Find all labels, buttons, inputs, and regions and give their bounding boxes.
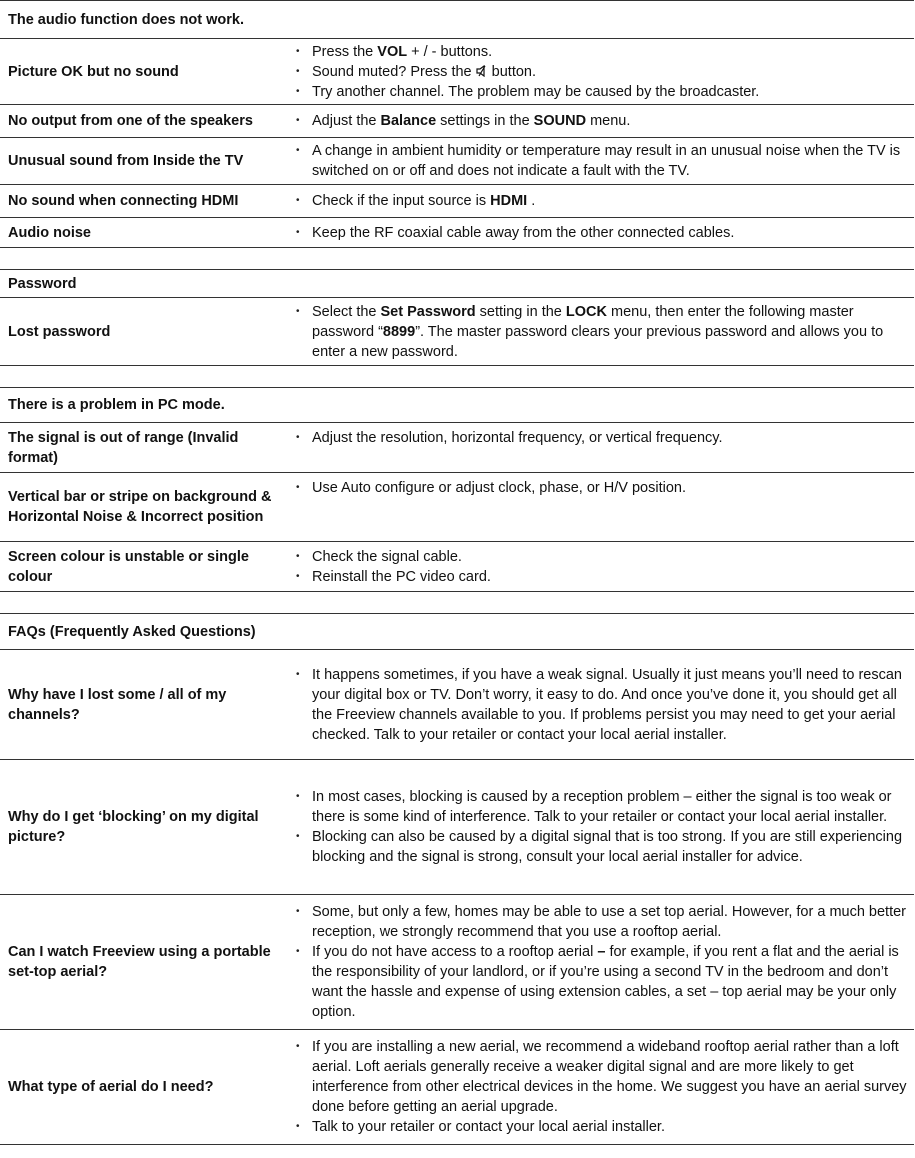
section-gap bbox=[0, 248, 914, 269]
solution-cell bbox=[290, 138, 914, 184]
solution-cell bbox=[290, 218, 914, 247]
section-gap bbox=[0, 366, 914, 387]
section-title: There is a problem in PC mode. bbox=[0, 388, 914, 423]
section-title: FAQs (Frequently Asked Questions) bbox=[0, 614, 914, 650]
pc-mode-section bbox=[0, 387, 914, 592]
solution-item: • Sound muted? Press the button. bbox=[290, 62, 914, 82]
solution-cell bbox=[290, 1030, 914, 1144]
solution-item: • Check if the input source is HDMI . bbox=[290, 191, 914, 211]
solution-item: • Blocking can also be caused by a digital signal that is too strong. If you are still experiencing blocking and the signal is strong, consult your local aerial installer for advice. bbox=[290, 827, 914, 867]
table-row bbox=[0, 1030, 914, 1144]
table-row bbox=[0, 185, 914, 218]
solution-item: • If you do not have access to a rooftop aerial – for example, if you rent a flat and the aerial is the responsibility of your landlord, or if you’re using a second TV in the bedroom and don’t want the hassle and expense of using extension cables, a set – top aerial may be your only option. bbox=[290, 942, 914, 1022]
problem-label: Vertical bar or stripe on background & Horizontal Noise & Incorrect position bbox=[8, 489, 272, 525]
solution-item: • Use Auto configure or adjust clock, phase, or H/V position. bbox=[290, 478, 914, 498]
problem-label: Why have I lost some / all of my channels? bbox=[8, 686, 227, 723]
problem-label: Picture OK but no sound bbox=[8, 63, 179, 80]
problem-label: Screen colour is unstable or single colour bbox=[8, 548, 249, 585]
solution-cell bbox=[290, 105, 914, 137]
solution-cell bbox=[290, 650, 914, 759]
solution-item: • A change in ambient humidity or temperature may result in an unusual noise when the TV is switched on or off and does not indicate a fault with the TV. bbox=[290, 141, 914, 181]
audio-section bbox=[0, 0, 914, 248]
table-row bbox=[0, 39, 914, 105]
solution-cell bbox=[290, 39, 914, 104]
problem-label: No sound when connecting HDMI bbox=[8, 193, 239, 209]
table-row bbox=[0, 760, 914, 895]
mute-icon bbox=[476, 65, 488, 77]
section-title: The audio function does not work. bbox=[0, 1, 914, 39]
table-row bbox=[0, 218, 914, 247]
table-row bbox=[0, 473, 914, 542]
table-row bbox=[0, 650, 914, 760]
solution-item: • Press the VOL + / - buttons. bbox=[290, 42, 914, 62]
table-row bbox=[0, 895, 914, 1030]
section-gap bbox=[0, 592, 914, 613]
table-row bbox=[0, 423, 914, 473]
solution-item: • If you are installing a new aerial, we recommend a wideband rooftop aerial rather than a loft aerial. Loft aerials generally receive a weaker digital signal and are more likely to get interference from other electrical devices in the home. We suggest you have an aerial survey done before getting an aerial upgrade. bbox=[290, 1037, 914, 1117]
solution-item: • Talk to your retailer or contact your local aerial installer. bbox=[290, 1117, 914, 1137]
problem-label: Unusual sound from Inside the TV bbox=[8, 153, 244, 169]
solution-item: • Reinstall the PC video card. bbox=[290, 567, 914, 587]
solution-cell bbox=[290, 895, 914, 1029]
problem-label: Lost password bbox=[8, 323, 111, 340]
password-section bbox=[0, 269, 914, 366]
table-row bbox=[0, 138, 914, 185]
solution-cell bbox=[290, 185, 914, 217]
solution-item: • It happens sometimes, if you have a weak signal. Usually it just means you’ll need to rescan your digital box or TV. Don’t worry, it easy to do. And once you’ve done it, you should get all the Freeview channels available to you. If problems persist you may need to get your aerial checked. Talk to your retailer or contact your local aerial installer. bbox=[290, 665, 914, 745]
problem-label: What type of aerial do I need? bbox=[8, 1079, 214, 1095]
solution-cell bbox=[290, 473, 914, 541]
solution-item: • Keep the RF coaxial cable away from the other connected cables. bbox=[290, 223, 914, 243]
table-row bbox=[0, 298, 914, 365]
problem-label: Can I watch Freeview using a portable set-top aerial? bbox=[8, 944, 271, 980]
problem-label: The signal is out of range (Invalid format) bbox=[8, 429, 239, 466]
problem-label: Audio noise bbox=[8, 224, 91, 241]
solution-item: • In most cases, blocking is caused by a reception problem – either the signal is too weak or there is some kind of interference. Talk to your retailer or contact your local aerial installer. bbox=[290, 787, 914, 827]
solution-item: • Some, but only a few, homes may be able to use a set top aerial. However, for a much better reception, we strongly recommend that you use a rooftop aerial. bbox=[290, 902, 914, 942]
table-row bbox=[0, 542, 914, 591]
solution-item: • Select the Set Password setting in the LOCK menu, then enter the following master password “8899”. The master password clears your previous password and allows you to enter a new password. bbox=[290, 302, 914, 362]
solution-cell bbox=[290, 760, 914, 894]
solution-item: • Check the signal cable. bbox=[290, 547, 914, 567]
solution-item: • Try another channel. The problem may be caused by the broadcaster. bbox=[290, 82, 914, 102]
solution-item: • Adjust the Balance settings in the SOUND menu. bbox=[290, 111, 914, 131]
problem-label: No output from one of the speakers bbox=[8, 113, 253, 129]
table-row bbox=[0, 105, 914, 138]
solution-cell bbox=[290, 542, 914, 591]
solution-item: • Adjust the resolution, horizontal frequency, or vertical frequency. bbox=[290, 428, 914, 448]
problem-label: Why do I get ‘blocking’ on my digital picture? bbox=[8, 809, 259, 845]
solution-cell bbox=[290, 423, 914, 472]
solution-cell bbox=[290, 298, 914, 365]
faq-section bbox=[0, 613, 914, 1145]
section-title: Password bbox=[0, 270, 914, 298]
